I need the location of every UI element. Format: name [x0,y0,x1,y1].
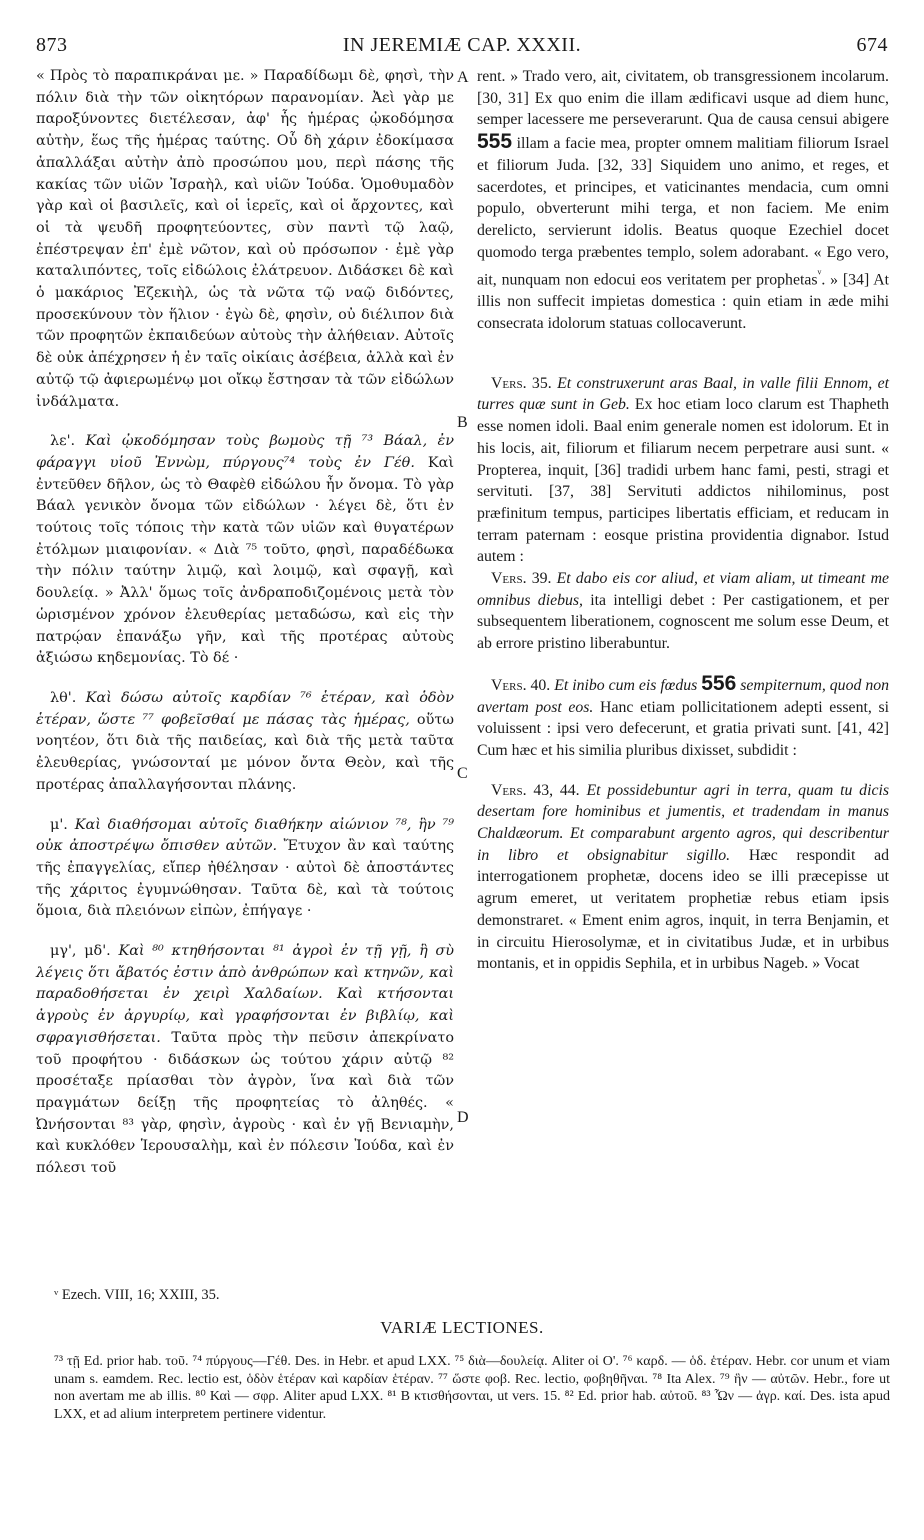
variae-lectiones-title: VARIÆ LECTIONES. [380,1318,544,1337]
greek-column [36,66,454,1180]
latin-commentary: Ex hoc etiam loco clarum est Thapheth esse nomen idoli. Baal enim generale nomen est idolorum. Et in his locis, ait, filiorum et filiarum necem perpetrare ausi sunt. « Propterea, inquit, [36] tradidi urbem hanc fami, pesti, stragi et servituti. [37, 38] Servituti addictos nihilominus, post præfinitum tempus, participes libertatis efficiam, et reducam in terram paternam : eosque pristina providentia dignabor. Istud autem : [477,396,889,566]
verse-label: Vers. 40. [491,676,551,694]
running-title: IN JEREMIÆ CAP. XXXII. [342,34,582,56]
greek-commentary: Ἔτυχον ἂν καὶ ταύτης τῆς ἐπαγγελίας, εἴπερ ἠθέλησαν · αὐτοὶ δὲ ἀποστάντες τῆς χάριτος ἐγυμνώθησαν. Ταῦτα δὲ, καὶ τὰ τούτοις ὅμοια, διὰ πλειόνων εἰπὼν, ἐπήγαγε · [36,838,455,920]
greek-lemma: Καὶ ⁸⁰ κτηθήσονται ⁸¹ ἀγροὶ ἐν τῇ γῇ, ἣ σὺ λέγεις ὅτι ἄβατός ἐστιν ἀπὸ ἀνθρώπων καὶ κτηνῶν, καὶ παραδοθήσεται ἐν χειρὶ Χαλδαίων. Καὶ κτήσονται ἀγροὺς ἐν ἀργυρίῳ, καὶ γραφήσονται ἐν βιβλίῳ, καὶ σφραγισθήσεται. [36,943,455,1046]
greek-commentary: οὕτω νοητέον, ὅτι διὰ τῆς παιδείας, καὶ διὰ τῆς μετὰ ταῦτα ἐλευθερίας, γνώσονταί με μόνον ὄντα Θεὸν, καὶ τῆς προτέρας ἀπαλλαγήσονται πλάνης. [36,711,455,793]
verse-label: Vers. 39. [491,570,552,588]
latin-text: rent. » Trado vero, ait, civitatem, ob transgressionem incolarum. [30, 31] Ex quo enim die illam ædificavi usque ad diem hunc, semper lacessere me perseverarunt. Qua de causa censui abigere [477,68,889,129]
left-column-number: 873 [36,34,68,56]
latin-text: illam a facie mea, propter omnem malitiam filiorum Israel et filiorum Juda. [32, 33] Siquidem uno animo, et reges, et sacerdotes, et principes, et vaticinantes mendacia, cum omni populo, obverterunt mihi terga, et non faciem. Me enim derelicto, servierunt idolis. Beatus quoque Ezechiel docet quomodo terga præbentes templo, solem adorabant. « Ego vero, ait, nunquam non edocui eos veritatem per prophetas [477,135,889,289]
latin-commentary: Hæc respondit ad interrogationem prophetæ, docens ideo se illi præcepisse ut agrum emeret, ut veritatem prophetiæ rebus etiam ipsis demonstraret. « Ement enim agros, inquit, in terra Benjamin, et in circuitu Hierosolymæ, et in civitatibus Judæ, et in urbibus montanis, et in oppidis Sephila, et in urbibus Nageb. » Vocat [477,846,889,973]
greek-verse-number: λθ'. [50,689,77,706]
margin-letter-d: D [457,1109,469,1126]
latin-lemma: Et inibo cum eis fœdus [554,676,698,694]
greek-verse-number: μ'. [50,816,68,833]
latin-commentary: Hanc etiam pollicitationem adepti essent, si voluissent : ipsi vero defecerunt, et gratia privati sunt. [41, 42] Cum hæc et his similia pluribus dixisset, subdidit : [477,698,889,759]
greek-lemma: Καὶ διαθήσομαι αὐτοῖς διαθήκην αἰώνιον ⁷⁸, ἣν ⁷⁹ οὐκ ἀποστρέψω ὄπισθεν αὐτῶν. [36,816,454,855]
greek-commentary: Καὶ ἐντεῦθεν δῆλον, ὡς τὸ Θαφὲθ εἰδώλου ἦν ὄνομα. Τὸ γὰρ Βάαλ γενικὸν ὄνομα τῶν εἰδώλων · λέγει δὲ, ὅτι ἐν τούτοις τοῖς τόποις τὴν κατὰ τῶν υἱῶν καὶ θυγατέρων ἐτόλμων μιαιφονίαν. « Διὰ ⁷⁵ τοῦτο, φησὶ, παραδέδωκα τὴν πόλιν ταύτην λιμῷ, καὶ λοιμῷ, καὶ σφαγῇ, καὶ δουλείᾳ. » Ἀλλ' ὅμως τοῖς ἀνδραποδιζομένοις μετὰ τὸν ὡρισμένον χρόνον ἐλευθερίας μεταδώσω, καὶ εἰς τὴν πατρῴαν ἐπανάξω γῆν, καὶ τῆς προτέρας αὐτοὺς ἀξιώσω κηδεμονίας. Τὸ δέ · [36,454,455,667]
footnote-ref: ᵛ [817,266,822,282]
verse-label: Vers. 35. [491,374,552,392]
margin-letter-b: B [457,414,468,431]
latin-paragraph-1 [477,66,889,335]
footnote: ᵛ Ezech. VIII, 16; XXIII, 35. [54,1287,220,1303]
margin-letter-a: A [457,69,469,86]
latin-paragraph-4 [477,673,889,762]
running-header [36,34,888,60]
greek-paragraph-3 [36,688,454,797]
greek-paragraph-1: « Πρὸς τὸ παραπικράναι με. » Παραδίδωμι δὲ, φησὶ, τὴν πόλιν διὰ τὴν τῶν οἰκητόρων παρανομίαν. Ἀεὶ γὰρ με παροξύνοντες διετέλεσαν, ἀφ' ἧς ἡμέρας ᾠκοδόμησα αὐτὴν, ἕως τῆς ἡμέρας ταύτης. Οὗ δὴ χάριν ἐδοκίμασα ἀπαλλάξαι αὐτὴν ἀπὸ προσώπου μου, περὶ πάσης τῆς κακίας τῶν υἱῶν Ἰσραὴλ, καὶ υἱῶν Ἰούδα. Ὁμοθυμαδὸν γὰρ καὶ οἱ βασιλεῖς, καὶ οἱ ἱερεῖς, καὶ οἱ ἄρχοντες, καὶ οἱ τὰ ψευδῆ προφητεύοντες, σὺν παντὶ τῷ λαῷ, ἐπέστρεψαν ἐπ' ἐμὲ νῶτον, καὶ οὐ πρόσωπον · ἐμὲ γὰρ καταλιπόντες, τοῖς εἰδώλοις ἐλάτρευον. Διδάσκει δὲ καὶ ὁ μακάριος Ἐζεκιὴλ, ὡς τὰ νῶτα τῷ ναῷ διδόντες, προσεκύνουν τὸν ἥλιον · ἐγὼ δὲ, φησὶν, οὐ διέλιπον διὰ τῶν προφητῶν ἐκπαιδεύων αὐτοὺς τὴν ἀλήθειαν. Αὐτοῖς δὲ οὐκ ἀπέχρησεν ἡ ἐν ταῖς οἰκίαις ἀσέβεια, ἀλλὰ καὶ ἐν αὐτῷ τῷ ἀφιερωμένῳ μοι οἴκῳ ἔστησαν τὰ τῶν εἰδώλων ἰνδάλματα. [36,68,454,410]
column-number-marker: 555 [477,130,513,154]
latin-lemma: Et dabo eis cor aliud, et viam aliam, ut timeant me omnibus diebus, [477,570,889,609]
column-number-marker: 556 [701,671,737,695]
latin-lemma: Et possidebuntur agri in terra, quam tu dicis desertam fore hominibus et jumentis, et tradendam in manus Chaldæorum. Et comparabunt argento agros, qui describentur in libro et obsignabitur sigillo. [477,781,890,864]
right-column-number: 674 [856,34,888,56]
latin-paragraph-2 [477,373,889,568]
latin-lemma: sempiternum, quod non avertam post eos. [477,676,890,716]
variae-lectiones [54,1353,890,1423]
latin-paragraph-3 [477,568,889,655]
greek-verse-number: μγ', μδ'. [50,943,111,960]
latin-lemma: Et construxerunt aras Baal, in valle filii Ennom, et turres quæ sunt in Geb. [477,374,889,414]
verse-label: Vers. 43, 44. [491,781,580,799]
greek-paragraph-5 [36,941,454,1180]
greek-verse-number: λε'. [50,433,76,450]
latin-column [477,66,889,975]
greek-paragraph-2 [36,431,454,670]
greek-commentary: Ταῦτα πρὸς τὴν πεῦσιν ἀπεκρίνατο τοῦ προφήτου · διδάσκων ὡς τούτου χάριν αὐτῷ ⁸² προσέταξε πρίασθαι τὸν ἀγρὸν, ἵνα καὶ διὰ τῶν πραγμάτων δείξῃ τῆς προφητείας τὸ ἀληθές. « Ὠνήσονται ⁸³ γὰρ, φησὶν, ἀγροὺς · καὶ ἐν γῇ Βενιαμὴν, καὶ κυκλόθεν Ἱερουσαλὴμ, καὶ ἐν πόλεσιν Ἰούδα, καὶ ἐν πόλεσι τοῦ [36,1029,454,1177]
variae-lectiones-text: ⁷³ τῇ Ed. prior hab. τοῦ. ⁷⁴ πύργους—Γέθ. Des. in Hebr. et apud LXX. ⁷⁵ διὰ—δουλείᾳ. Aliter οἱ Ο'. ⁷⁶ καρδ. — ὁδ. ἑτέραν. Hebr. cor unum et viam unam s. eamdem. Rec. lectio est, ὁδὸν ἑτέραν καὶ καρδίαν ἑτέραν. ⁷⁷ ὥστε φοβ. Rec. lectio, φοβηθῆναι. ⁷⁸ Ita Alex. ⁷⁹ ἣν — αὐτῶν. Hebr., fore ut non avertam me ab illis. ⁸⁰ Καὶ — σφρ. Aliter apud LXX. ⁸¹ B κτισθήσονται, ut vers. 15. ⁸² Ed. prior hab. αὐτοῦ. ⁸³ Ὧν — ἀγρ. καί. Des. ista apud LXX, et ad alium interpretem pertinere videntur. [54,1354,890,1422]
greek-paragraph-4 [36,815,454,924]
greek-lemma: Καὶ ᾠκοδόμησαν τοὺς βωμοὺς τῇ ⁷³ Βάαλ, ἐν φάραγγι υἱοῦ Ἐννὼμ, πύργους⁷⁴ τοὺς ἐν Γέθ. [36,433,454,471]
latin-text: . » [34] At illis non suffecit impietas domestica : quin etiam in æde mihi consecrata idolorum statuas collocaverunt. [477,271,889,332]
latin-commentary: ita intelligi debet : Per castigationem, et per subsequentem liberationem, cognoscent me solum esse Deum, et ab errore pristino liberabuntur. [477,591,889,653]
margin-letter-c: C [457,765,468,782]
greek-lemma: Καὶ δώσω αὐτοῖς καρδίαν ⁷⁶ ἑτέραν, καὶ ὁδὸν ἑτέραν, ὥστε ⁷⁷ φοβεῖσθαί με πάσας τὰς ἡμέρας, [36,689,455,728]
latin-paragraph-5 [477,780,889,975]
